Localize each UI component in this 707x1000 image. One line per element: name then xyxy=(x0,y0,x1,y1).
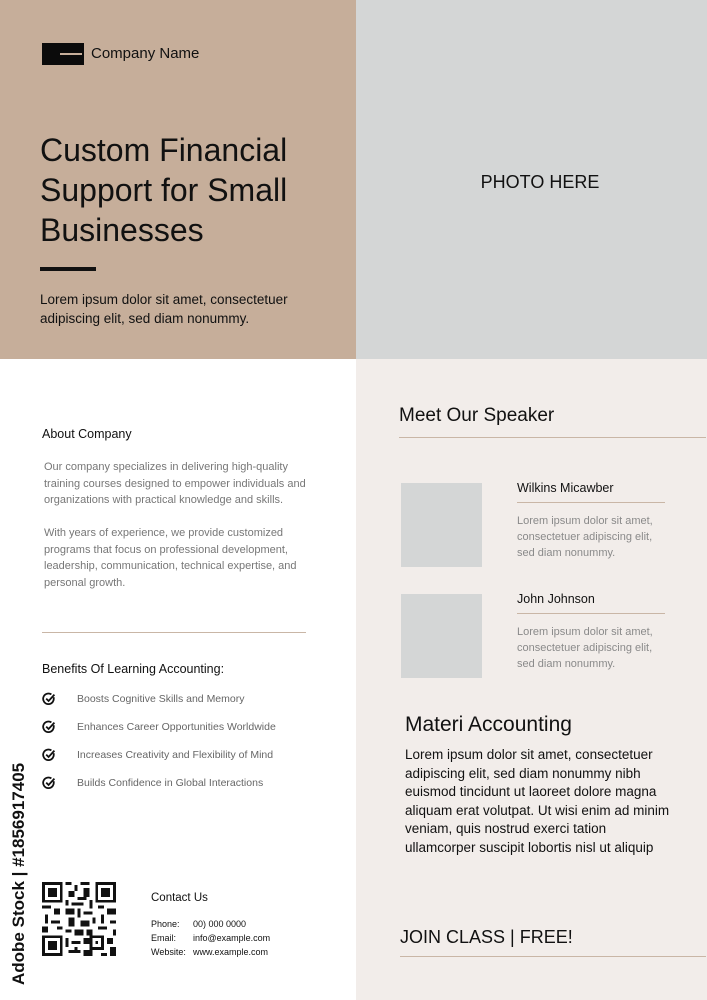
contact-email-row xyxy=(151,933,270,943)
check-circle-icon xyxy=(42,692,56,706)
hero-title xyxy=(40,130,340,250)
hero-title-line: Custom Financial xyxy=(40,132,288,168)
about-divider xyxy=(42,632,306,633)
contact-website-row xyxy=(151,947,268,957)
about-heading: About Company xyxy=(42,427,132,441)
speaker-photo xyxy=(401,594,482,678)
check-circle-icon xyxy=(42,720,56,734)
benefits-heading: Benefits Of Learning Accounting: xyxy=(42,662,225,676)
speaker-photo xyxy=(401,483,482,567)
speaker-divider xyxy=(517,613,665,614)
speaker-divider xyxy=(517,502,665,503)
qr-code[interactable] xyxy=(42,882,116,956)
speaker-bio: Lorem ipsum dolor sit amet, consectetuer adipiscing elit, sed diam nonummy. xyxy=(517,515,653,559)
join-class-cta[interactable]: JOIN CLASS | FREE! xyxy=(400,927,573,947)
benefit-item xyxy=(42,774,263,792)
speaker-name: Wilkins Micawber xyxy=(517,481,614,495)
contact-website-label: Website: xyxy=(151,947,186,957)
benefit-text: Enhances Career Opportunities Worldwide xyxy=(77,721,276,733)
hero-title-line: Businesses xyxy=(40,212,204,248)
check-circle-icon xyxy=(42,748,56,762)
benefit-item xyxy=(42,718,276,736)
benefit-text: Increases Creativity and Flexibility of Mind xyxy=(77,749,274,761)
hero-divider xyxy=(40,267,96,271)
stock-watermark: Adobe Stock | #1856917405 xyxy=(9,762,28,985)
company-logo-icon xyxy=(42,43,84,65)
cta-divider xyxy=(400,956,706,957)
company-name: Company Name xyxy=(91,45,200,62)
benefit-text: Builds Confidence in Global Interactions xyxy=(77,777,264,789)
contact-email-value[interactable]: info@example.com xyxy=(193,933,271,943)
hero-subtitle: Lorem ipsum dolor sit amet, consectetuer adipiscing elit, sed diam nonummy. xyxy=(40,292,288,326)
benefit-item xyxy=(42,746,273,764)
contact-phone-value[interactable]: 00) 000 0000 xyxy=(193,919,247,929)
contact-phone-row xyxy=(151,919,246,929)
contact-heading: Contact Us xyxy=(151,892,208,904)
benefit-text: Boosts Cognitive Skills and Memory xyxy=(77,693,245,705)
hero-title-line: Support for Small xyxy=(40,172,288,208)
about-paragraph: With years of experience, we provide customized programs that focus on professional development, leadership, communication, technical expertise, and personal growth. xyxy=(44,527,297,589)
materi-body: Lorem ipsum dolor sit amet, consectetuer adipiscing elit, sed diam nonummy nibh euismod tincidunt ut laoreet dolore magna aliquam erat volutpat. Ut wisi enim ad minim veniam, quis nostrud exerci tation ullamcorper suscipit lobortis nisl ut aliquip xyxy=(405,747,670,855)
benefit-item xyxy=(42,690,244,708)
contact-phone-label: Phone: xyxy=(151,919,180,929)
photo-placeholder-label: PHOTO HERE xyxy=(480,172,600,192)
contact-website-value[interactable]: www.example.com xyxy=(193,947,269,957)
materi-heading: Materi Accounting xyxy=(405,713,572,736)
speaker-bio: Lorem ipsum dolor sit amet, consectetuer adipiscing elit, sed diam nonummy. xyxy=(517,626,653,670)
about-paragraph: Our company specializes in delivering high-quality training courses designed to empower individuals and organizations with practical knowledge and skills. xyxy=(44,461,306,506)
speaker-heading: Meet Our Speaker xyxy=(399,405,555,426)
contact-email-label: Email: xyxy=(151,933,177,943)
speaker-name: John Johnson xyxy=(517,592,595,606)
speaker-divider xyxy=(399,437,706,438)
right-panel xyxy=(356,359,707,1000)
check-circle-icon xyxy=(42,776,56,790)
